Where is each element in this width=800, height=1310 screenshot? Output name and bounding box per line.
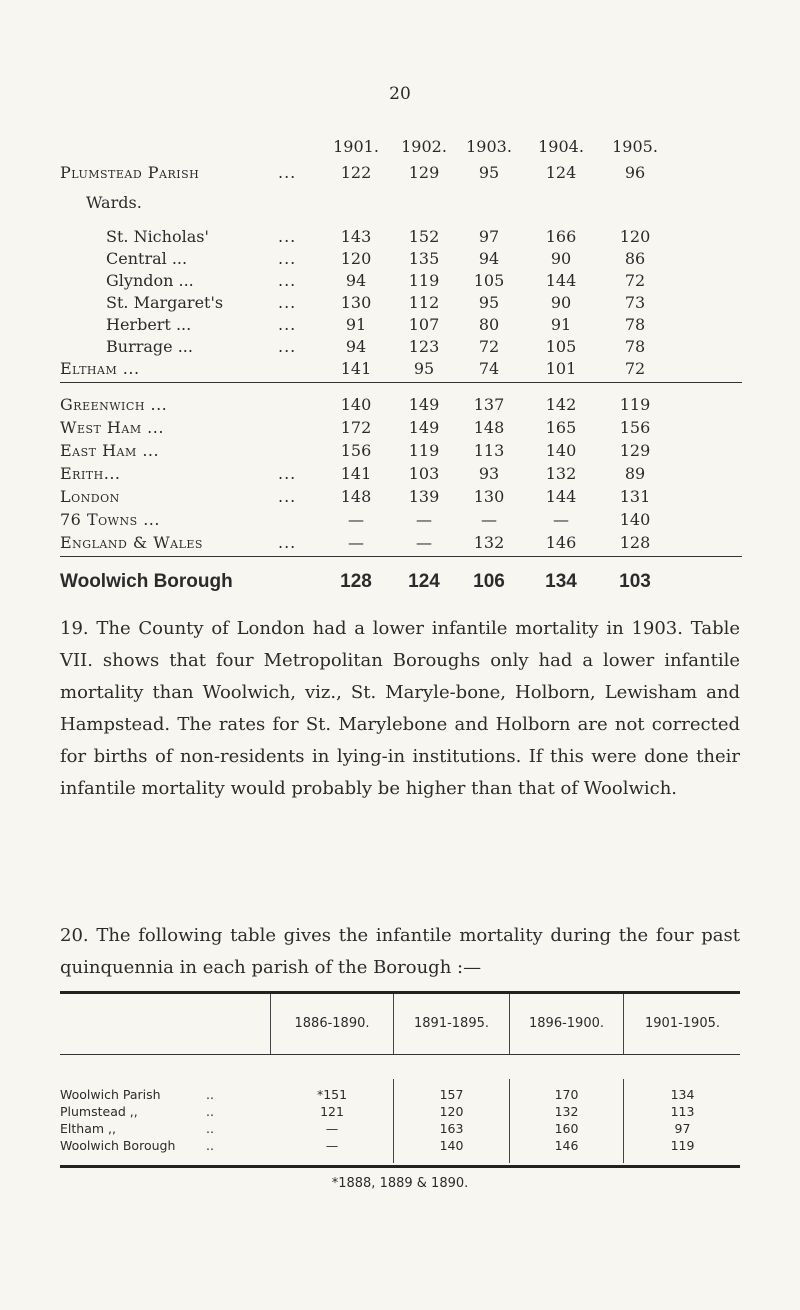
paragraph-20: 20. The following table gives the infantile mortality during the four past quinquennia in each parish of the Borough :— [60,925,740,978]
table1-row [0,315,800,337]
cell: 72 [624,359,646,378]
cell: 120 [619,227,651,246]
table1-row [0,293,800,315]
cell: 157 [439,1087,464,1102]
row-label: Glyndon ... [106,271,194,290]
table1-row [0,163,800,185]
column-divider [623,994,624,1054]
cell: — [325,1138,339,1153]
cell: 137 [473,395,505,414]
cell: — [416,510,432,529]
year-1901: 1901. [333,137,379,156]
row-label: Woolwich Parish [60,1087,161,1102]
column-header: 1896-1900. [529,1016,604,1031]
table1-divider [60,382,742,383]
table1-header [0,137,800,161]
cell: 170 [554,1087,579,1102]
row-dots: .. [206,1104,214,1119]
cell: — [348,533,364,552]
cell: 112 [408,293,440,312]
total-label: Woolwich Borough [60,571,233,592]
cell: 148 [473,418,505,437]
cell: 106 [473,571,505,592]
cell: 140 [619,510,651,529]
column-header: 1891-1895. [414,1016,489,1031]
row-label: Eltham ... [60,359,140,378]
cell: 163 [439,1121,464,1136]
row-dots: ... [278,163,297,182]
column-divider [509,994,510,1054]
cell: 140 [439,1138,464,1153]
cell: 141 [340,464,372,483]
cell: 86 [624,249,646,268]
year-1904: 1904. [538,137,584,156]
cell: 128 [619,533,651,552]
cell: 78 [624,315,646,334]
row-label: Greenwich ... [60,395,168,414]
cell: 124 [408,571,440,592]
cell: 103 [619,571,651,592]
cell: — [481,510,497,529]
table2-row [60,1104,740,1120]
cell: 140 [340,395,372,414]
cell: 156 [340,441,372,460]
row-label: Woolwich Borough [60,1138,176,1153]
table1-row [0,441,800,463]
cell: 149 [408,418,440,437]
cell: 113 [670,1104,695,1119]
cell: 166 [545,227,577,246]
cell: 134 [545,571,577,592]
footnote: *1888, 1889 & 1890. [331,1176,469,1191]
cell: 130 [473,487,505,506]
cell: 119 [670,1138,695,1153]
row-dots: .. [206,1087,214,1102]
column-divider [393,994,394,1054]
cell: 121 [320,1104,344,1119]
cell: 146 [554,1138,579,1153]
table2-bottom-rule [60,1165,740,1168]
row-dots: ... [278,487,297,506]
cell: 103 [408,464,440,483]
row-label: England & Wales [60,533,203,552]
column-header: 1886-1890. [294,1016,370,1031]
cell: 134 [670,1087,695,1102]
cell: 120 [439,1104,464,1119]
row-dots: .. [206,1138,214,1153]
cell: 139 [408,487,440,506]
row-label: Plumstead Parish [60,163,200,182]
table2-row [60,1121,740,1137]
cell: 97 [478,227,500,246]
row-label: 76 Towns ... [60,510,160,529]
table1-divider [60,556,742,557]
table1-row [0,337,800,359]
cell: 72 [624,271,646,290]
cell: 105 [545,337,577,356]
year-1903: 1903. [466,137,512,156]
cell: 74 [478,359,500,378]
cell: *151 [316,1087,348,1102]
row-label: Burrage ... [106,337,193,356]
cell: 123 [408,337,440,356]
cell: 141 [340,359,372,378]
row-dots: ... [278,337,297,356]
cell: 148 [340,487,372,506]
cell: 90 [550,249,572,268]
column-divider [270,994,271,1054]
cell: 140 [545,441,577,460]
table1-row [0,418,800,440]
cell: 94 [345,337,367,356]
cell: 95 [413,359,435,378]
cell: 131 [619,487,651,506]
cell: 94 [345,271,367,290]
table1-row [0,533,800,555]
table1-subheading [0,193,800,215]
cell: 119 [408,441,440,460]
row-dots: ... [278,271,297,290]
cell: 143 [340,227,372,246]
year-1905: 1905. [612,137,658,156]
cell: 97 [674,1121,691,1136]
cell: — [325,1121,339,1136]
cell: — [553,510,569,529]
cell: 132 [545,464,577,483]
cell: 73 [624,293,646,312]
cell: 95 [478,163,500,182]
year-1902: 1902. [401,137,447,156]
cell: 144 [545,271,577,290]
cell: 101 [545,359,577,378]
cell: 93 [478,464,500,483]
cell: 107 [408,315,440,334]
cell: 119 [408,271,440,290]
table2-top-rule [60,991,740,994]
row-label: St. Margaret's [106,293,224,312]
row-dots: ... [278,227,297,246]
column-header: 1901-1905. [645,1016,720,1031]
cell: 130 [340,293,372,312]
cell: 105 [473,271,505,290]
page-number: 20 [389,84,411,104]
row-dots: .. [206,1121,214,1136]
table1-row [0,271,800,293]
table1-row [0,359,800,381]
table2-header-rule [60,1054,740,1055]
cell: 165 [545,418,577,437]
cell: 113 [473,441,505,460]
row-dots: ... [278,293,297,312]
cell: 128 [340,571,372,592]
row-dots: ... [278,315,297,334]
cell: 91 [345,315,367,334]
row-label: St. Nicholas' [106,227,209,246]
cell: 129 [408,163,440,182]
cell: 132 [473,533,505,552]
table2-row [60,1138,740,1154]
cell: 149 [408,395,440,414]
cell: 135 [408,249,440,268]
table1-row [0,395,800,417]
table1-row [0,487,800,509]
cell: 78 [624,337,646,356]
cell: 96 [624,163,646,182]
cell: 90 [550,293,572,312]
cell: 156 [619,418,651,437]
row-dots: ... [278,533,297,552]
cell: 146 [545,533,577,552]
cell: 89 [624,464,646,483]
cell: 124 [545,163,577,182]
cell: — [348,510,364,529]
row-label: Eltham ,, [60,1121,116,1136]
table1-row [0,227,800,249]
cell: 94 [478,249,500,268]
row-label: Central ... [106,249,188,268]
cell: 144 [545,487,577,506]
cell: 120 [340,249,372,268]
cell: 95 [478,293,500,312]
cell: 91 [550,315,572,334]
row-dots: ... [278,464,297,483]
cell: 119 [619,395,651,414]
cell: 122 [340,163,372,182]
cell: 160 [554,1121,579,1136]
table2-row [60,1087,740,1103]
quinquennia-table [60,991,740,1169]
cell: 72 [478,337,500,356]
row-label: East Ham ... [60,441,160,460]
row-label: Herbert ... [106,315,192,334]
row-label: Erith... [60,464,121,483]
row-label: Plumstead ,, [60,1104,138,1119]
cell: 129 [619,441,651,460]
row-label: London [60,487,120,506]
row-dots: ... [278,249,297,268]
paragraph-19: 19. The County of London had a lower infantile mortality in 1903. Table VII. shows that four Metropolitan Boroughs only had a lower infantile mortality than Woolwich, viz., St. Maryle-bone, Holborn, Lewisham and Hampstead. The rates for St. Marylebone and Holborn are not corrected for births of non-residents in lying-in institutions. If this were done their infantile mortality would probably be higher than that of Woolwich. [60,618,740,799]
table1-total-row [0,571,800,597]
table1-row [0,249,800,271]
cell: 152 [408,227,440,246]
cell: — [416,533,432,552]
table1-row [0,510,800,532]
cell: 80 [478,315,500,334]
cell: 172 [340,418,372,437]
wards-heading: Wards. [86,193,142,212]
row-label: West Ham ... [60,418,164,437]
cell: 142 [545,395,577,414]
cell: 132 [554,1104,579,1119]
table1-row [0,464,800,486]
